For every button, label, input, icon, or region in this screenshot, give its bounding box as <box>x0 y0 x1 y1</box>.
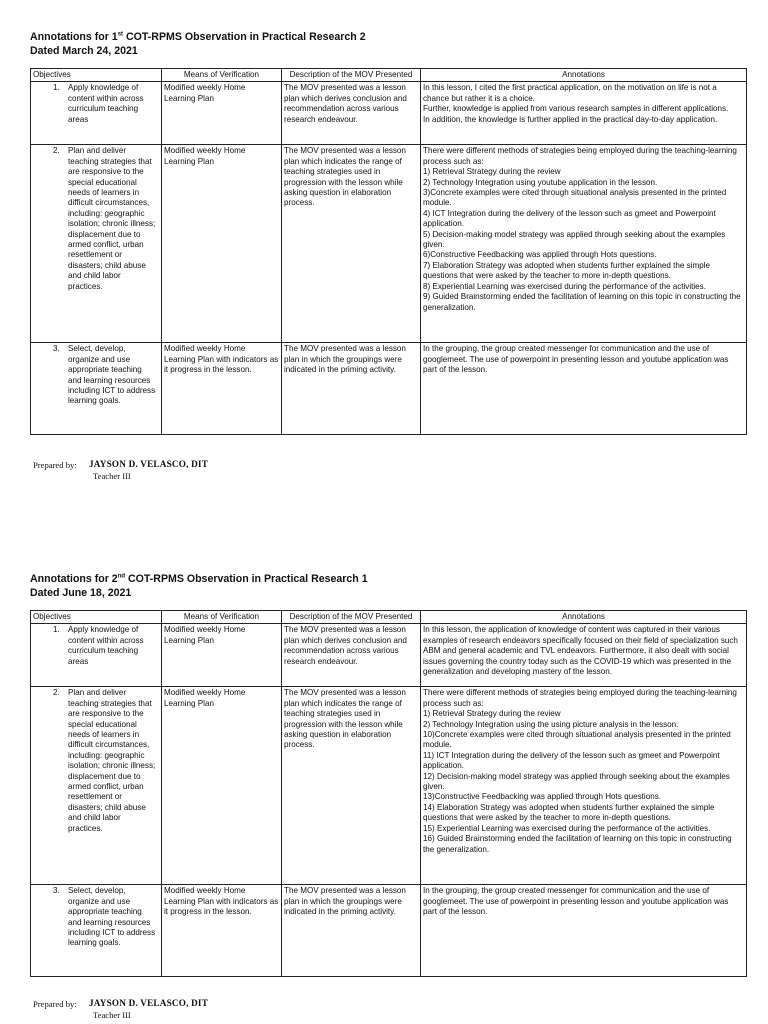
observation-section-1 <box>30 30 746 435</box>
annotation-cell: In the grouping, the group created messenger for communication and the use of googlemeet. The use of powerpoint in presenting lesson and youtube application was part of the lesson. <box>421 343 747 435</box>
preparer-name: JAYSON D. VELASCO, DIT <box>89 998 209 1008</box>
header-mov-description: Description of the MOV Presented <box>282 611 421 624</box>
preparer-name: JAYSON D. VELASCO, DIT <box>89 459 209 469</box>
objective-cell: 3. Select, develop, organize and use appropriate teaching and learning resources including ICT to address learning goals. <box>31 343 162 435</box>
preparer-role: Teacher III <box>93 471 131 481</box>
annotations-table <box>30 68 747 435</box>
mov-cell: Modified weekly Home Learning Plan <box>162 624 282 687</box>
objective-cell: 1. Apply knowledge of content within across curriculum teaching areas <box>31 82 162 145</box>
header-mov-description: Description of the MOV Presented <box>282 69 421 82</box>
table-row <box>31 885 747 977</box>
section-date: Dated March 24, 2021 <box>30 45 138 57</box>
mov-cell: Modified weekly Home Learning Plan <box>162 82 282 145</box>
objective-cell: 2. Plan and deliver teaching strategies that are responsive to the special educational needs of learners in difficult circumstances, including: geographic isolation; chronic illness; displacement due to armed conflict, urban resettlement or disasters; child abuse and child labor practices. <box>31 687 162 885</box>
section-date: Dated June 18, 2021 <box>30 587 132 599</box>
annotation-cell: There were different methods of strategies being employed during the teaching-learning process such as: 1) Retrieval Strategy during the review 2) Technology Integration using the using picture analysis in the lesson. 10)Concrete examples were cited through situational analysis presented in the printed module. 11) ICT Integration during the delivery of the lesson such as gmeet and Powerpoint application. 12) Decision-making model strategy was applied through seeking about the examples given. 13)Constructive Feedbacking was applied through Hots questions. 14) Elaboration Strategy was adopted when students further explained the simple questions that were asked by the teacher to more in-depth questions. 15) Experiential Learning was exercised during the performance of the activities. 16) Guided Brainstorming ended the facilitation of learning on this topic in constructing the generalization. <box>421 687 747 885</box>
mov-cell: Modified weekly Home Learning Plan with indicators as it progress in the lesson. <box>162 885 282 977</box>
annotation-cell: In the grouping, the group created messenger for communication and the use of googlemeet. The use of powerpoint in presenting lesson and youtube application was part of the lesson. <box>421 885 747 977</box>
prepared-by-label: Prepared by: <box>33 999 77 1009</box>
mov-cell: Modified weekly Home Learning Plan <box>162 687 282 885</box>
description-cell: The MOV presented was a lesson plan which indicates the range of teaching strategies used in progression with the lesson while asking question in elaboration process. <box>282 687 421 885</box>
table-row <box>31 343 747 435</box>
observation-section-2 <box>30 572 746 977</box>
mov-cell: Modified weekly Home Learning Plan with indicators as it progress in the lesson. <box>162 343 282 435</box>
description-cell: The MOV presented was a lesson plan which derives conclusion and recommendation across various research endeavour. <box>282 82 421 145</box>
table-row <box>31 82 747 145</box>
header-means-of-verification: Means of Verification <box>162 611 282 624</box>
annotations-table <box>30 610 747 977</box>
header-annotations: Annotations <box>421 611 747 624</box>
prepared-by-label: Prepared by: <box>33 460 77 470</box>
description-cell: The MOV presented was a lesson plan in which the groupings were indicated in the priming activity. <box>282 343 421 435</box>
header-annotations: Annotations <box>421 69 747 82</box>
objective-cell: 2. Plan and deliver teaching strategies that are responsive to the special educational needs of learners in difficult circumstances, including: geographic isolation; chronic illness; displacement due to armed conflict, urban resettlement or disasters; child abuse and child labor practices. <box>31 145 162 343</box>
table-header-row <box>31 69 747 82</box>
section-title: Annotations for 2nd COT-RPMS Observation in Practical Research 1 <box>30 573 368 585</box>
header-objectives: Objectives <box>31 69 162 82</box>
annotation-cell: In this lesson, the application of knowledge of content was captured in their various examples of research endeavors specifically focused on their field of specialization such ABM and general academic and TVL endeavors. Furthermore, it also dealt with social issues governing the country today such as the COVID-19 which was presented in the generalization and developing mastery of the lesson. <box>421 624 747 687</box>
description-cell: The MOV presented was a lesson plan which indicates the range of teaching strategies used in progression with the lesson while asking question in elaboration process. <box>282 145 421 343</box>
section-title: Annotations for 1st COT-RPMS Observation in Practical Research 2 <box>30 31 366 43</box>
annotation-cell: There were different methods of strategies being employed during the teaching-learning process such as: 1) Retrieval Strategy during the review 2) Technology Integration using youtube application in the lesson. 3)Concrete examples were cited through situational analysis presented in the printed module. 4) ICT Integration during the delivery of the lesson such as gmeet and Powerpoint application. 5) Decision-making model strategy was applied through seeking about the examples given. 6)Constructive Feedbacking was applied through Hots questions. 7) Elaboration Strategy was adopted when students further explained the simple questions that were asked by the teacher to more in-depth questions. 8) Experiential Learning was exercised during the performance of the activities. 9) Guided Brainstorming ended the facilitation of learning on this topic in constructing the generalization. <box>421 145 747 343</box>
preparer-role: Teacher III <box>93 1010 131 1020</box>
header-means-of-verification: Means of Verification <box>162 69 282 82</box>
table-row <box>31 624 747 687</box>
header-objectives: Objectives <box>31 611 162 624</box>
mov-cell: Modified weekly Home Learning Plan <box>162 145 282 343</box>
objective-cell: 3. Select, develop, organize and use appropriate teaching and learning resources including ICT to address learning goals. <box>31 885 162 977</box>
table-row <box>31 145 747 343</box>
table-header-row <box>31 611 747 624</box>
description-cell: The MOV presented was a lesson plan in which the groupings were indicated in the priming activity. <box>282 885 421 977</box>
table-row <box>31 687 747 885</box>
description-cell: The MOV presented was a lesson plan which derives conclusion and recommendation across various research endeavour. <box>282 624 421 687</box>
annotation-cell: In this lesson, I cited the first practical application, on the motivation on life is not a chance but rather it is a choice. Further, knowledge is applied from various research samples in different applications. In addition, the knowledge is further applied in the practical day-to-day application. <box>421 82 747 145</box>
objective-cell: 1. Apply knowledge of content within across curriculum teaching areas <box>31 624 162 687</box>
